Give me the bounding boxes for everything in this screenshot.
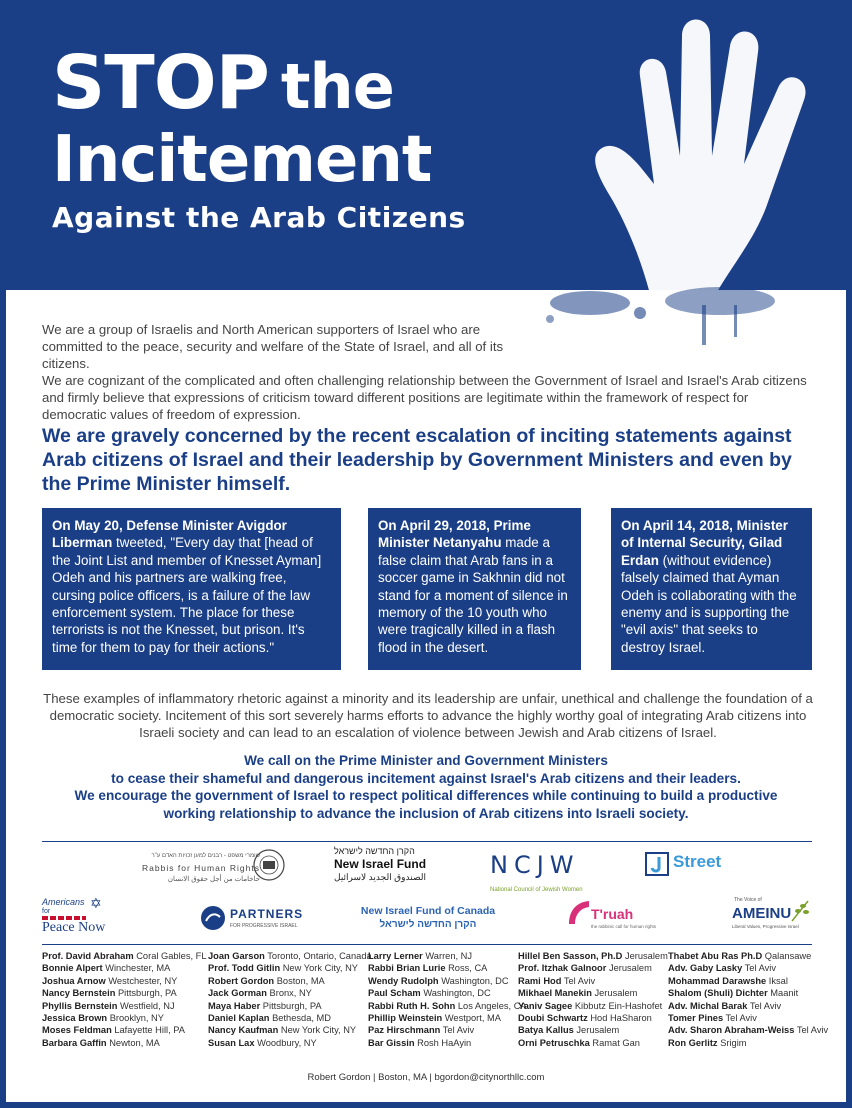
signers-column-2 (208, 950, 372, 1049)
partners-name: PARTNERS (230, 907, 304, 921)
signer: Paz Hirschmann Tel Aviv (368, 1025, 475, 1036)
partners-subtitle: FOR PROGRESSIVE ISRAEL (230, 923, 298, 929)
signers-column-1 (42, 950, 207, 1049)
nif-arabic: الصندوق الجديد لاسرائيل (334, 872, 426, 882)
incident-box-lead: On April 29, 2018, Prime Minister Netanyahu (378, 518, 531, 551)
incident-box-netanyahu (368, 508, 581, 670)
incident-boxes (42, 508, 812, 670)
incident-box-lead: On May 20, Defense Minister Avigdor Liberman (52, 518, 287, 551)
headline-incitement: Incitement (52, 123, 432, 197)
signer: Tomer Pines Tel Aviv (668, 1013, 757, 1024)
signer: Bonnie Alpert Winchester, MA (42, 963, 171, 974)
rhr-seal-icon (252, 848, 286, 882)
rhr-english: Rabbis for Human Rights (142, 863, 260, 873)
logo-j-street (645, 850, 745, 878)
signer: Orni Petruschka Ramat Gan (518, 1037, 640, 1048)
headline-stop: STOP (52, 40, 269, 126)
signer: Adv. Sharon Abraham-Weiss Tel Aviv (668, 1025, 829, 1036)
signer: Adv. Gaby Lasky Tel Aviv (668, 963, 777, 974)
incident-box-text: made a false claim that Arab fans in a soccer game in Sakhnin did not stand for a moment of silence in memory of the 10 youth who were tragically killed in a flash flood in the desert. (378, 535, 568, 655)
ncjw-subtitle: National Council of Jewish Women (490, 887, 583, 893)
signer: Daniel Kaplan Bethesda, MD (208, 1013, 331, 1024)
apn-line-2: Peace Now (42, 920, 106, 935)
rhr-hebrew: שומרי משפט - רבנים למען זכויות האדם ע"ר (151, 853, 260, 859)
header-banner (0, 0, 852, 290)
signer: Wendy Rudolph Washington, DC (368, 975, 509, 986)
call-to-action (30, 752, 822, 822)
signer: Jessica Brown Brooklyn, NY (42, 1013, 164, 1024)
signer: Rami Hod Tel Aviv (518, 975, 596, 986)
signer: Susan Lax Woodbury, NY (208, 1037, 317, 1048)
logo-ameinu (732, 897, 818, 937)
ameinu-subtitle: Liberal Values, Progressive Israel (732, 924, 799, 929)
signer: Moses Feldman Lafayette Hill, PA (42, 1025, 185, 1036)
nif-english: New Israel Fund (334, 857, 427, 871)
signer: Adv. Michal Barak Tel Aviv (668, 1000, 782, 1011)
signer: Barbara Gaffin Newton, MA (42, 1037, 160, 1048)
truah-name: T'ruah (591, 906, 634, 922)
headline-the: the (280, 50, 394, 123)
signer: Thabet Abu Ras Ph.D Qalansawe (668, 951, 812, 961)
star-of-david-icon: ✡ (90, 895, 102, 911)
rhr-arabic: حاخامات من أجل حقوق الانسان (167, 876, 260, 883)
signer: Phillip Weinstein Westport, MA (368, 1013, 501, 1024)
call-line-4: working relationship to advance the inclusion of Arab citizens into Israeli society. (163, 805, 689, 821)
headline-subtitle: Against the Arab Citizens (52, 201, 466, 234)
examples-paragraph: These examples of inflammatory rhetoric against a minority and its leadership are unfair, unethical and challenge the foundation of a democratic society. Incitement of this sort severely harms efforts to advance the highly worthy goal of integrating Arab citizens into Israeli society and can lead to an escalation of violence between Jewish and Arab citizens of Israel. (43, 691, 813, 740)
signer: Prof. David Abraham Coral Gables, FL (42, 951, 207, 961)
incident-box-erdan (611, 508, 812, 670)
signers-column-4 (518, 950, 668, 1049)
signer: Joan Garson Toronto, Ontario, Canada (208, 951, 372, 961)
headline-stop-line (52, 40, 466, 126)
nifc-hebrew: הקרן החדשה לישראל (379, 919, 477, 930)
apn-for: for (42, 908, 51, 915)
divider-bottom (42, 944, 812, 945)
logo-ncjw (490, 850, 610, 895)
incident-box-text: tweeted, "Every day that [head of the Joint List and member of Knesset Ayman] Odeh and his partners are walking free, cursing police officers, is a failure of the law enforcement system. The place for these terrorists is not the Knesset, but prison. It's time for them to pay for their actions." (52, 535, 322, 655)
signer: Hillel Ben Sasson, Ph.D Jerusalem (518, 951, 668, 961)
ameinu-name: AMEINU (732, 905, 792, 922)
signer: Nancy Bernstein Pittsburgh, PA (42, 988, 177, 999)
signer: Prof. Todd Gitlin New York City, NY (208, 963, 358, 974)
nifc-english: New Israel Fund of Canada (360, 905, 496, 917)
signer: Phyllis Bernstein Westfield, NJ (42, 1000, 175, 1011)
headline (52, 40, 466, 238)
j-street-name: Street (673, 852, 722, 871)
nif-hebrew: הקרן החדשה לישראל (334, 846, 415, 856)
logo-new-israel-fund-of-canada (358, 905, 498, 932)
footer-contact: Robert Gordon | Boston, MA | bgordon@citynorthllc.com (307, 1072, 545, 1083)
call-line-1: We call on the Prime Minister and Government Ministers (244, 753, 608, 768)
intro-paragraph-2: We are cognizant of the complicated and often challenging relationship between the Government of Israel and Israel's Arab citizens and firmly believe that expressions of criticism toward different positions are legitimate within the framework of respect for democratic values of freedom of expression. (42, 373, 807, 422)
signer: Batya Kallus Jerusalem (518, 1025, 620, 1036)
signer: Jack Gorman Bronx, NY (208, 988, 312, 999)
signer: Joshua Arnow Westchester, NY (42, 975, 178, 986)
logo-partners-for-progressive-israel (200, 905, 310, 935)
signer: Mikhael Manekin Jerusalem (518, 988, 638, 999)
signer: Bar Gissin Rosh HaAyin (368, 1037, 472, 1048)
incident-box-liberman (42, 508, 341, 670)
signer: Robert Gordon Boston, MA (208, 975, 325, 986)
logo-americans-for-peace-now (42, 897, 122, 936)
signers-column-3 (368, 950, 527, 1049)
incident-box-lead: On April 14, 2018, Minister of Internal Security, Gilad Erdan (621, 518, 788, 568)
incident-box-text: (without evidence) falsely claimed that Ayman Odeh is collaborating with the enemy and is supporting the "evil axis" that seeks to destroy Israel. (621, 552, 797, 655)
raised-hand-icon (580, 6, 830, 290)
signer: Maya Haber Pittsburgh, PA (208, 1000, 322, 1011)
truah-shofar-icon (565, 898, 593, 928)
intro-text (42, 321, 812, 423)
ncjw-name: NCJW (490, 851, 580, 879)
logo-new-israel-fund (334, 846, 444, 883)
partners-mark-icon (200, 905, 226, 931)
signer: Rabbi Ruth H. Sohn Los Angeles, CA (368, 1000, 527, 1011)
apn-line-1: Americans (42, 897, 85, 907)
divider-top (42, 841, 812, 842)
signer: Nancy Kaufman New York City, NY (208, 1025, 357, 1036)
signers-column-5 (668, 950, 828, 1049)
signer: Prof. Itzhak Galnoor Jerusalem (518, 963, 652, 974)
signer: Larry Lerner Warren, NJ (368, 951, 473, 961)
signer: Paul Scham Washington, DC (368, 988, 491, 999)
ameinu-prefix: The Voice of (734, 897, 762, 903)
logo-truah (565, 898, 675, 934)
signer: Rabbi Brian Lurie Ross, CA (368, 963, 488, 974)
signer: Mohammad Darawshe Iksal (668, 975, 788, 986)
signer: Yaniv Sagee Kibbutz Ein-Hashofet (518, 1000, 663, 1011)
concern-statement: We are gravely concerned by the recent escalation of inciting statements against Arab citizens of Israel and their leadership by Government Ministers and even by the Prime Minister himself. (42, 425, 792, 495)
call-line-2: to cease their shameful and dangerous incitement against Israel's Arab citizens and their leaders. (111, 770, 741, 786)
signer: Ron Gerlitz Srigim (668, 1037, 747, 1048)
ameinu-branch-icon (788, 897, 814, 923)
call-line-3: We encourage the government of Israel to respect political differences while continuing to build a productive (74, 788, 778, 803)
signer: Shalom (Shuli) Dichter Maanit (668, 988, 799, 999)
signer: Doubi Schwartz Hod HaSharon (518, 1013, 652, 1024)
truah-subtitle: the rabbinic call for human rights (591, 924, 657, 929)
j-street-mark-icon (645, 852, 669, 876)
logo-rabbis-for-human-rights (100, 852, 260, 885)
intro-paragraph-1: We are a group of Israelis and North American supporters of Israel who are committed to the peace, security and welfare of the State of Israel, and all of its citizens. (42, 322, 504, 371)
